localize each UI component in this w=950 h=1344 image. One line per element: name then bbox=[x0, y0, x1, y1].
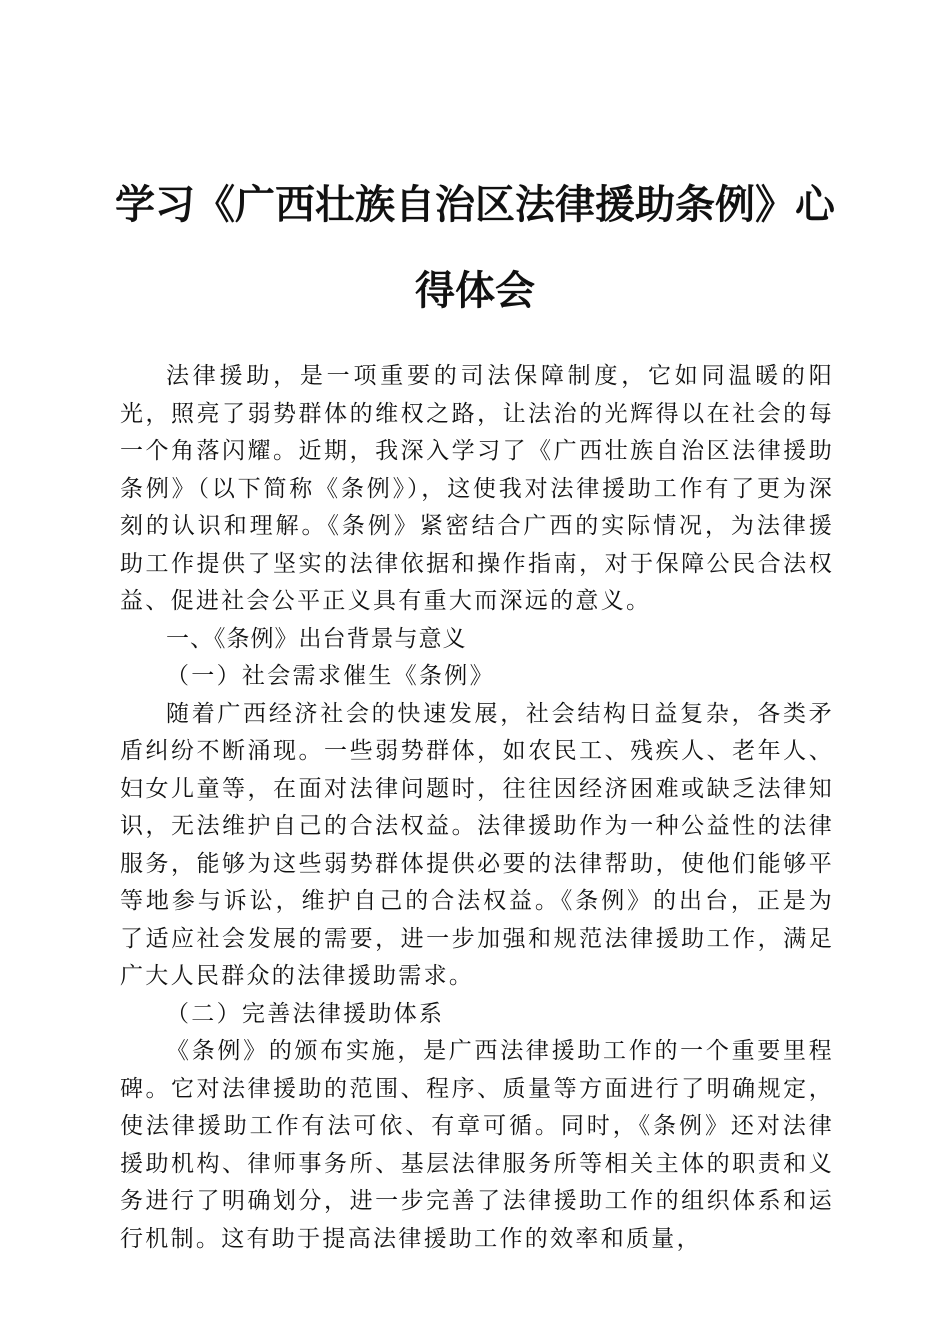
document-body bbox=[120, 358, 834, 1258]
intro-paragraph: 法律援助，是一项重要的司法保障制度，它如同温暖的阳光，照亮了弱势群体的维权之路，让法治的光辉得以在社会的每一个角落闪耀。近期，我深入学习了《广西壮族自治区法律援助条例》（以下简称《条例》），这使我对法律援助工作有了更为深刻的认识和理解。《条例》紧密结合广西的实际情况，为法律援助工作提供了坚实的法律依据和操作指南，对于保障公民合法权益、促进社会公平正义具有重大而深远的意义。 bbox=[120, 363, 834, 614]
subsection-paragraph-system: 《条例》的颁布实施，是广西法律援助工作的一个重要里程碑。它对法律援助的范围、程序、质量等方面进行了明确规定，使法律援助工作有法可依、有章可循。同时，《条例》还对法律援助机构、律师事务所、基层法律服务所等相关主体的职责和义务进行了明确划分，进一步完善了法律援助工作的组织体系和运行机制。这有助于提高法律援助工作的效率和质量， bbox=[120, 1038, 834, 1252]
document-title: 学习《广西壮族自治区法律援助条例》心得体会 bbox=[115, 182, 835, 314]
subsection-paragraph-social-demand: 随着广西经济社会的快速发展，社会结构日益复杂，各类矛盾纠纷不断涌现。一些弱势群体，如农民工、残疾人、老年人、妇女儿童等，在面对法律问题时，往往因经济困难或缺乏法律知识，无法维护自己的合法权益。法律援助作为一种公益性的法律服务，能够为这些弱势群体提供必要的法律帮助，使他们能够平等地参与诉讼，维护自己的合法权益。《条例》的出台，正是为了适应社会发展的需要，进一步加强和规范法律援助工作，满足广大人民群众的法律援助需求。 bbox=[120, 700, 834, 989]
section-heading-background: 一、《条例》出台背景与意义 bbox=[166, 625, 467, 652]
subsection-heading-social-demand: （一）社会需求催生《条例》 bbox=[166, 663, 495, 689]
subsection-heading-system: （二）完善法律援助体系 bbox=[166, 1000, 445, 1027]
